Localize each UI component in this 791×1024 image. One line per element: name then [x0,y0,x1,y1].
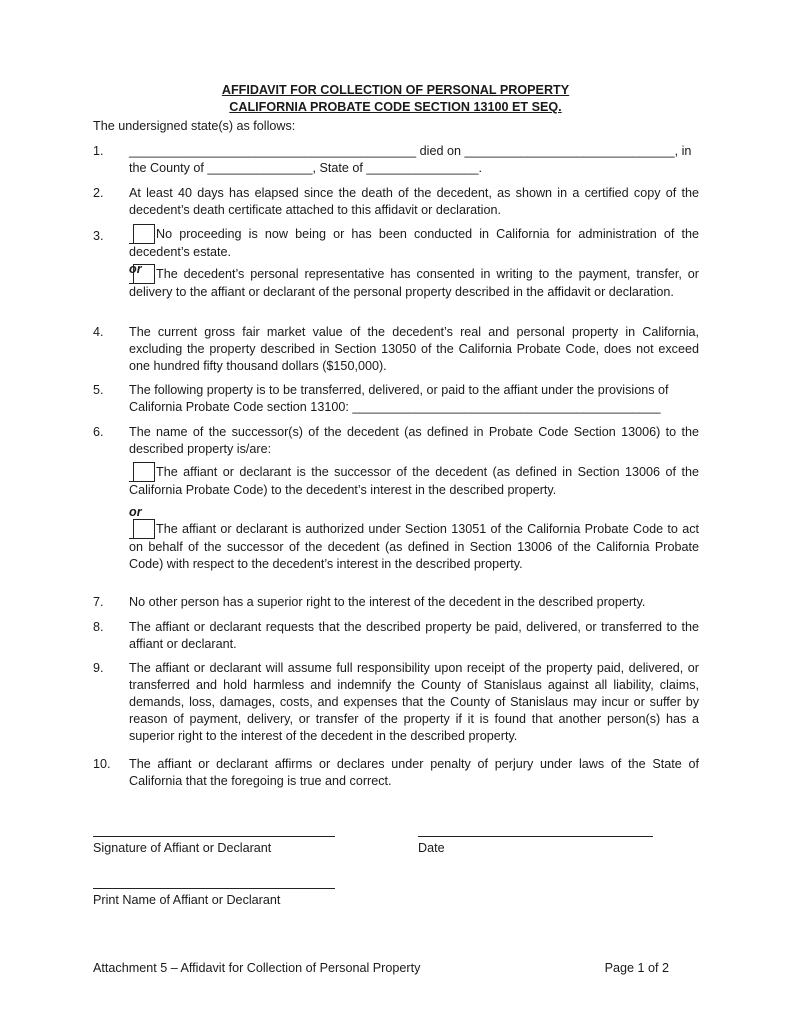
item-number: 2. [93,186,104,200]
or-label: or [129,505,142,519]
item-8 [93,619,699,653]
page-footer [93,960,669,977]
decedent-name-date-field[interactable]: _________________________________________ died on ______________________________, in [129,144,692,158]
option-text: The affiant or declarant is authorized under Section 13051 of the California Probate Code to act on behalf of the successor of the decedent (as defined in Section 13006 of the California Probate Code) with respect to the decedent’s interest in the described property. [129,522,699,571]
item-number: 1. [93,144,104,158]
signature-line[interactable] [93,836,335,837]
item-text: At least 40 days has elapsed since the death of the decedent, as shown in a certified copy of the decedent’s death certificate attached to this affidavit or declaration. [129,186,699,217]
checkbox-affiant-is-successor[interactable] [133,462,155,482]
item-7 [93,594,699,611]
item-number: 10. [93,757,111,771]
page-number: Page 1 of 2 [604,961,669,975]
print-name-label: Print Name of Affiant or Declarant [93,893,281,907]
item-text: The affiant or declarant requests that the described property be paid, delivered, or transferred to the affiant or declarant. [129,620,699,651]
item-number: 7. [93,595,104,609]
item-number: 8. [93,620,104,634]
print-name-line[interactable] [93,888,335,889]
item-4 [93,324,699,375]
item-6 [93,424,699,573]
item-text: The affiant or declarant affirms or declares under penalty of perjury under laws of the State of California that the foregoing is true and correct. [129,757,699,788]
signature-label: Signature of Affiant or Declarant [93,841,272,855]
or-label: or [129,262,142,276]
item-2 [93,185,699,219]
date-line[interactable] [418,836,653,837]
item-text: The affiant or declarant will assume full responsibility upon receipt of the property paid, delivered, or transferred and hold harmless and indemnify the County of Stanislaus against all liability, claims, demands, loss, damages, costs, and expenses that the County of Stanislaus may incur or suffer by reason of payment, delivery, or transfer of the property if it is found that another person(s) has a superior right to the interest of the decedent in the described property. [129,661,699,743]
option-text: The affiant or declarant is the successor of the decedent (as defined in Section 13006 of the California Probate Code) to the decedent’s interest in the described property. [129,465,699,497]
intro-text: The undersigned state(s) as follows: [93,119,296,133]
checkbox-no-proceeding[interactable] [133,224,155,244]
item-3 [93,224,699,301]
option-text: The decedent’s personal representative has consented in writing to the payment, transfer, or delivery to the affiant or declarant of the personal property described in the affidavit or declaration. [129,267,699,299]
document-title: AFFIDAVIT FOR COLLECTION OF PERSONAL PROPERTY [221,83,570,97]
item-9 [93,660,699,745]
item-number: 4. [93,325,104,339]
item-number: 6. [93,425,104,439]
property-description-field[interactable]: The following property is to be transferred, delivered, or paid to the affiant under the provisions of California Probate Code section 13100: ____________________________________________ [129,383,669,414]
document-subtitle: CALIFORNIA PROBATE CODE SECTION 13100 ET SEQ. [229,100,562,114]
item-number: 3. [93,229,104,243]
item-1 [93,143,699,177]
footer-attachment-title: Attachment 5 – Affidavit for Collection of Personal Property [93,961,421,975]
item-text: The name of the successor(s) of the decedent (as defined in Probate Code Section 13006) to the described property is/are: [129,425,699,456]
option-text: No proceeding is now being or has been conducted in California for administration of the decedent’s estate. [129,227,699,259]
item-5 [93,382,699,416]
item-text: The current gross fair market value of the decedent’s real and personal property in California, excluding the property described in Section 13050 of the California Probate Code, does not exceed one hundred fifty thousand dollars ($150,000). [129,325,699,373]
item-number: 9. [93,661,104,675]
item-10 [93,756,699,790]
date-label: Date [418,841,445,855]
item-number: 5. [93,383,104,397]
checkbox-representative-consented[interactable] [133,264,155,284]
item-text: No other person has a superior right to the interest of the decedent in the described property. [129,595,646,609]
county-state-field[interactable]: the County of _______________, State of ________________. [129,161,482,175]
checkbox-affiant-authorized[interactable] [133,519,155,539]
